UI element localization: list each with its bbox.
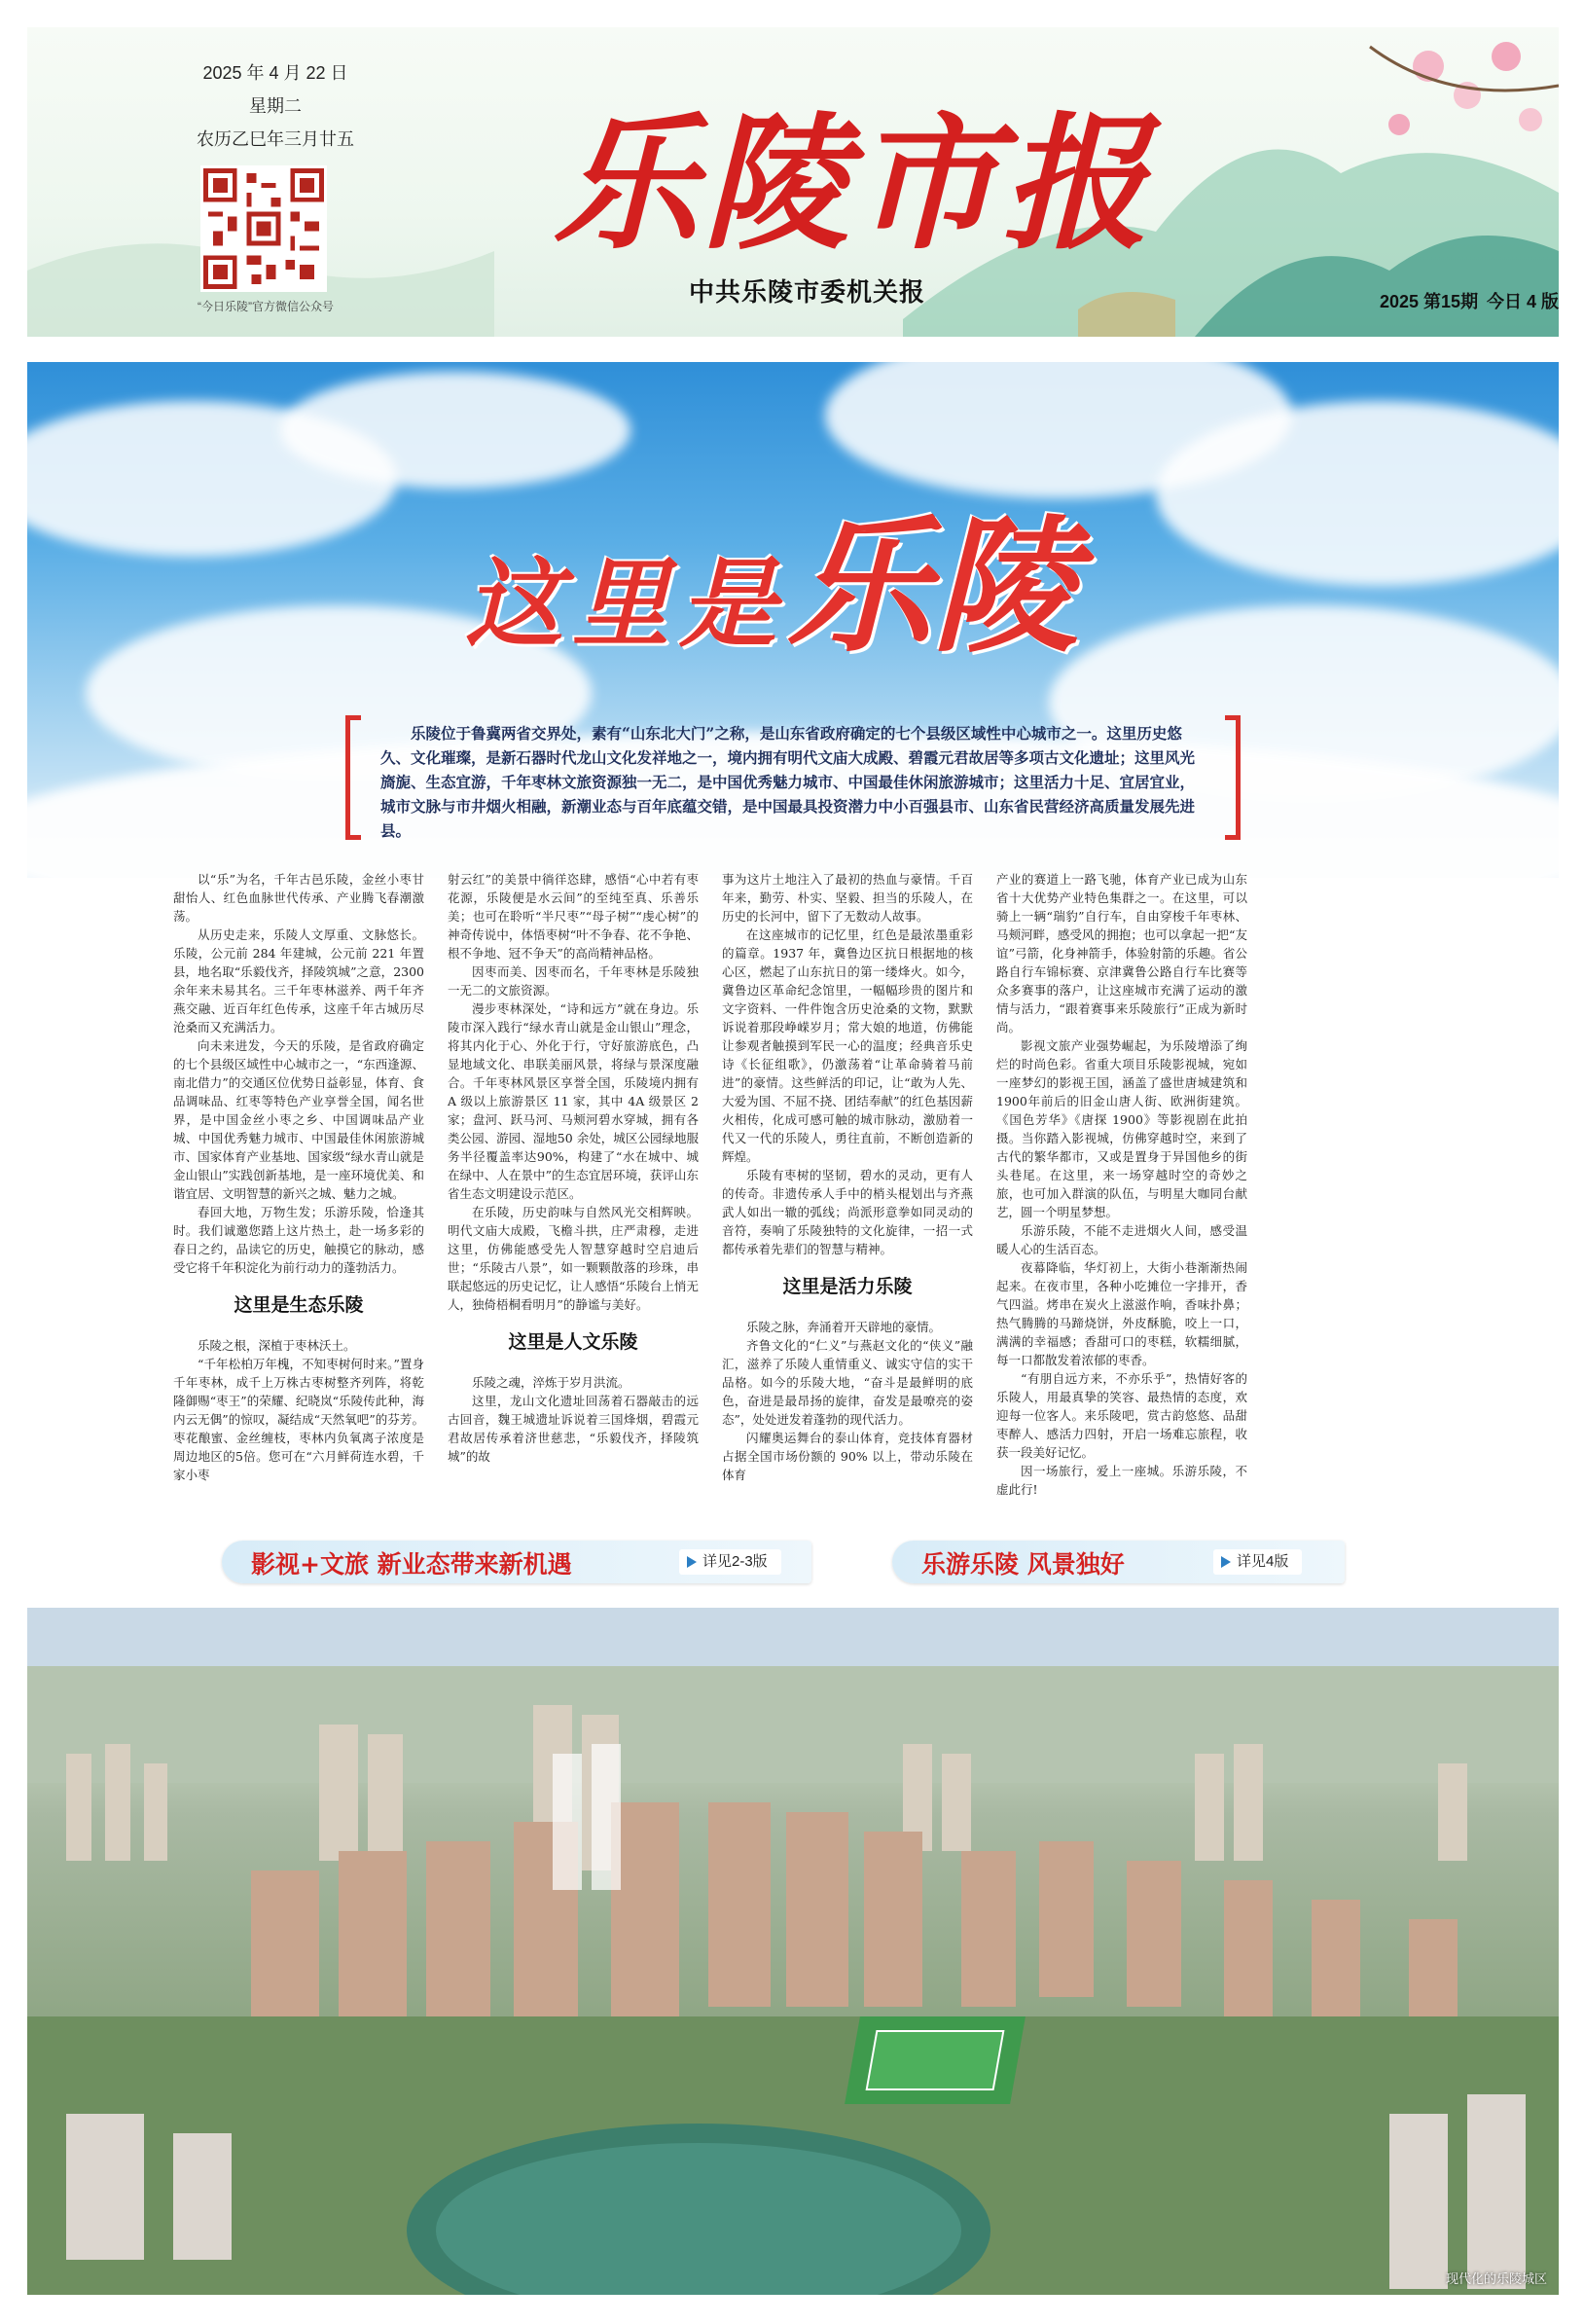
paragraph: 漫步枣林深处，“诗和远方”就在身边。乐陵市深入践行“绿水青山就是金山银山”理念，将其内化于心、外化于行，守好旅游底色，凸显地域文化、串联美丽风景，将绿与景深度融合。千年枣林风景区享誉全国，乐陵境内拥有 A 级以上旅游景区 11 家，其中 4A 级景区 2 家；盘河、跃马河、马颊河碧水穿城，拥有各类公园、游园、湿地50 余处，城区公园绿地服务半径覆盖率达90%，构建了“水在城中、城在绿中、人在景中”的生态宜居环境，获评山东省生态文明建设示范区。 — [448, 1001, 699, 1201]
section-heading-culture: 这里是人文乐陵 — [508, 1331, 638, 1353]
paragraph: 在这座城市的记忆里，红色是最浓墨重彩的篇章。1937 年，冀鲁边区抗日根据地的核心区，燃起了山东抗日的第一缕烽火。如今，冀鲁边区革命纪念馆里，一幅幅珍贵的图片和文字资料、一件件饱含历史沧桑的文物，默默诉说着那段峥嵘岁月；常大娘的地道，仿佛能让参观者触摸到军民一心的温度；经典音乐史诗《长征组歌》，仍激荡着“让革命骑着马前进”的豪情。这些鲜活的印记，让“敢为人先、大爱为国、不屈不挠、团结奉献”的红色基因薪火相传，化成可感可触的城市脉动，激励着一代又一代的乐陵人，勇往直前，不断创造新的辉煌。 — [722, 927, 973, 1164]
teaser-banner-scenery[interactable] — [892, 1541, 1345, 1583]
aerial-city-photo — [27, 1608, 1559, 2295]
paragraph: 这里，龙山文化遗址回荡着石器敲击的远古回音，魏王城遗址诉说着三国烽烟，碧霞元君故居传承着济世慈悲，“乐毅伐齐，择陵筑城”的故 — [448, 1394, 699, 1464]
teaser-headline: 影视+文旅 新业态带来新机遇 — [251, 1550, 572, 1579]
article-column-1 — [173, 870, 424, 1484]
see-page-link[interactable]: 详见2-3版 — [679, 1549, 781, 1575]
article-column-3 — [722, 870, 973, 1484]
paragraph: “千年松柏万年槐，不知枣树何时来。”置身千年枣林，成千上万株古枣树整齐列阵，将乾隆御赐“枣王”的荣耀、纪晓岚“乐陵传此种，海内云无偶”的惊叹，凝结成“天然氧吧”的芬芳。枣花酿蜜、金丝缠枝，枣林内负氧离子浓度是周边地区的5倍。您可在“六月鲜荷连水碧，千家小枣 — [173, 1357, 424, 1482]
paragraph: 乐陵之魂，淬炼于岁月洪流。 — [472, 1375, 630, 1390]
edition-weekday: 星期二 — [249, 96, 302, 116]
paragraph: 从历史走来，乐陵人文厚重、文脉悠长。乐陵，公元前 284 年建城，公元前 221 年置县，地名取“乐毅伐齐，择陵筑城”之意，2300 余年来未易其名。三千年枣林滋养、两千年齐燕交融、近百年红色传承，这座千年古城历尽沧桑而又充满活力。 — [173, 927, 424, 1035]
paragraph: 乐陵有枣树的坚韧，碧水的灵动，更有人的传奇。非遗传承人手中的梢头棍划出与齐燕武人如出一辙的弧线；尚派形意拳如同灵动的音符，奏响了乐陵独特的文化旋律，一招一式都传承着先辈们的智慧与精神。 — [722, 1168, 973, 1256]
paragraph: 乐陵之脉，奔涌着开天辟地的豪情。 — [746, 1320, 942, 1334]
teaser-banner-film-tourism[interactable] — [222, 1541, 811, 1583]
paragraph: 射云红”的美景中徜徉恣肆，感悟“心中若有枣花源，乐陵便是水云间”的至纯至真、乐善乐美；也可在聆听“半尺枣”“母子树”“虔心树”的神奇传说中，体悟枣树“叶不争春、花不争艳、根不争地、冠不争天”的高尚精神品格。 — [448, 872, 699, 961]
feature-headline — [465, 469, 1079, 672]
paragraph: “有朋自远方来，不亦乐乎”，热情好客的乐陵人，用最真挚的笑容、最热情的态度，欢迎每一位客人。来乐陵吧，赏古韵悠悠、品甜枣醉人、感活力四射，开启一场难忘旅程，收获一段美好记忆。 — [996, 1371, 1247, 1460]
section-heading-ecology: 这里是生态乐陵 — [234, 1294, 364, 1316]
qr-caption: “今日乐陵”官方微信公众号 — [198, 300, 334, 313]
edition-lunar-date: 农历乙巳年三月廿五 — [197, 129, 354, 149]
paragraph: 以“乐”为名，千年古邑乐陵，金丝小枣甘甜怡人、红色血脉世代传承、产业腾飞春潮激荡。 — [173, 872, 424, 924]
photo-caption: 现代化的乐陵城区 — [1445, 2271, 1547, 2286]
feature-headline-city: 乐陵 — [786, 501, 1079, 672]
feature-intro-text: 乐陵位于鲁冀两省交界处，素有“山东北大门”之称，是山东省政府确定的七个县级区域性中心城市之一。这里历史悠久、文化璀璨，是新石器时代龙山文化发祥地之一，境内拥有明代文庙大成殿、碧霞元君故居等多项古文化遗址；这里风光旖旎、生态宜游，千年枣林文旅资源独一无二，是中国优秀魅力城市、中国最佳休闲旅游城市；这里活力十足、宜居宜业，城市文脉与市井烟火相融，新潮业态与百年底蕴交错，是中国最具投资潜力中小百强县市、山东省民营经济高质量发展先进县。 — [380, 724, 1196, 840]
paragraph: 在乐陵，历史韵味与自然风光交相辉映。明代文庙大成殿，飞檐斗拱，庄严肃穆，走进这里，仿佛能感受先人智慧穿越时空启迪后世；“乐陵古八景”，如一颗颗散落的珍珠，串联起悠远的历史记忆，让人感悟“乐陵台上悄无人，独倚梧桐看明月”的静谧与美好。 — [448, 1205, 699, 1312]
paragraph: 事为这片土地注入了最初的热血与豪情。千百年来，勤劳、朴实、坚毅、担当的乐陵人，在历史的长河中，留下了无数动人故事。 — [722, 872, 973, 924]
masthead — [27, 27, 1559, 337]
page-count: 今日 4 版 — [1487, 292, 1559, 311]
paragraph: 夜幕降临，华灯初上，大街小巷渐渐热闹起来。在夜市里，各种小吃摊位一字排开，香气四溢。烤串在炭火上滋滋作响，香味扑鼻；热气腾腾的马蹄烧饼，外皮酥脆，咬上一口，满满的幸福感；香甜可口的枣糕，软糯细腻，每一口都散发着浓郁的枣香。 — [996, 1260, 1247, 1367]
paragraph: 产业的赛道上一路飞驰，体育产业已成为山东省十大优势产业特色集群之一。在这里，可以骑上一辆“瑞豹”自行车，自由穿梭千年枣林、马颊河畔，感受风的拥抱；也可以拿起一把“友谊”弓箭，化身神箭手，体验射箭的乐趣。省公路自行车锦标赛、京津冀鲁公路自行车比赛等众多赛事的落户，让这座城市充满了运动的激情与活力，“跟着赛事来乐陵旅行”正成为新时尚。 — [996, 872, 1247, 1035]
paragraph: 齐鲁文化的“仁义”与燕赵文化的“侠义”融汇，滋养了乐陵人重情重义、诚实守信的实干品格。如今的乐陵大地，“奋斗是最鲜明的底色，奋进是最昂扬的旋律，奋发是最嘹亮的姿态”，处处迸发着蓬勃的现代活力。 — [722, 1338, 973, 1427]
paragraph: 因一场旅行，爱上一座城。乐游乐陵，不虚此行! — [996, 1464, 1247, 1497]
paragraph: 闪耀奥运舞台的泰山体育，竞技体育器材占据全国市场份额的 90% 以上，带动乐陵在体育 — [722, 1431, 973, 1482]
feature-headline-prefix: 这里是 — [465, 546, 786, 661]
qr-code-icon[interactable] — [200, 165, 327, 292]
article-column-2 — [448, 870, 699, 1466]
newspaper-title — [553, 66, 1156, 270]
right-bracket — [1225, 715, 1241, 840]
see-page-link[interactable]: 详见4版 — [1213, 1549, 1302, 1575]
paragraph: 春回大地，万物生发；乐游乐陵，恰逢其时。我们诚邀您踏上这片热土，赴一场多彩的春日之约，品读它的历史，触摸它的脉动，感受它将千年积淀化为前行动力的蓬勃活力。 — [173, 1205, 424, 1275]
feature-intro — [345, 715, 1241, 840]
teaser-headline: 乐游乐陵 风景独好 — [921, 1550, 1125, 1579]
section-heading-vitality: 这里是活力乐陵 — [782, 1276, 913, 1297]
paragraph: 因枣而美、因枣而名，千年枣林是乐陵独一无二的文旅资源。 — [448, 964, 699, 998]
city-skyline-illustration — [27, 1608, 1559, 2295]
newspaper-title-text: 乐陵市报 — [553, 98, 1153, 270]
paragraph: 影视文旅产业强势崛起，为乐陵增添了绚烂的时尚色彩。省重大项目乐陵影视城，宛如一座梦幻的影视王国，涵盖了盛世唐城建筑和1900年前后的旧金山唐人街、欧洲街建筑。《国色芳华》《唐探 1900》等影视剧在此拍摄。当你踏入影视城，仿佛穿越时空，来到了古代的繁华都市，又或是置身于异国他乡的街头巷尾。在这里，来一场穿越时空的奇妙之旅，也可加入群演的队伍，与明星大咖同台献艺，圆一个明星梦想。 — [996, 1038, 1247, 1219]
issue-number: 2025 第15期 — [1380, 292, 1479, 311]
edition-date-block — [178, 56, 373, 156]
edition-date: 2025 年 4 月 22 日 — [202, 63, 348, 83]
article-body — [173, 870, 1247, 1497]
left-bracket — [345, 715, 361, 840]
newspaper-subtitle: 中共乐陵市委机关报 — [689, 278, 926, 308]
paragraph: 乐陵之根，深植于枣林沃土。 — [198, 1338, 356, 1353]
article-column-4 — [996, 870, 1247, 1499]
paragraph: 乐游乐陵，不能不走进烟火人间，感受温暖人心的生活百态。 — [996, 1223, 1247, 1256]
paragraph: 向未来进发，今天的乐陵，是省政府确定的七个县级区域性中心城市之一，“东西逢源、南北借力”的交通区位优势日益彰显，体育、食品调味品、红枣等特色产业享誉全国，闻名世界，是中国金丝小枣之乡、中国调味品产业城、中国优秀魅力城市、中国最佳休闲旅游城市、国家体育产业基地、国家级“绿水青山就是金山银山”实践创新基地，是一座环境优美、和谐宜居、文明智慧的新兴之城、魅力之城。 — [173, 1038, 424, 1201]
